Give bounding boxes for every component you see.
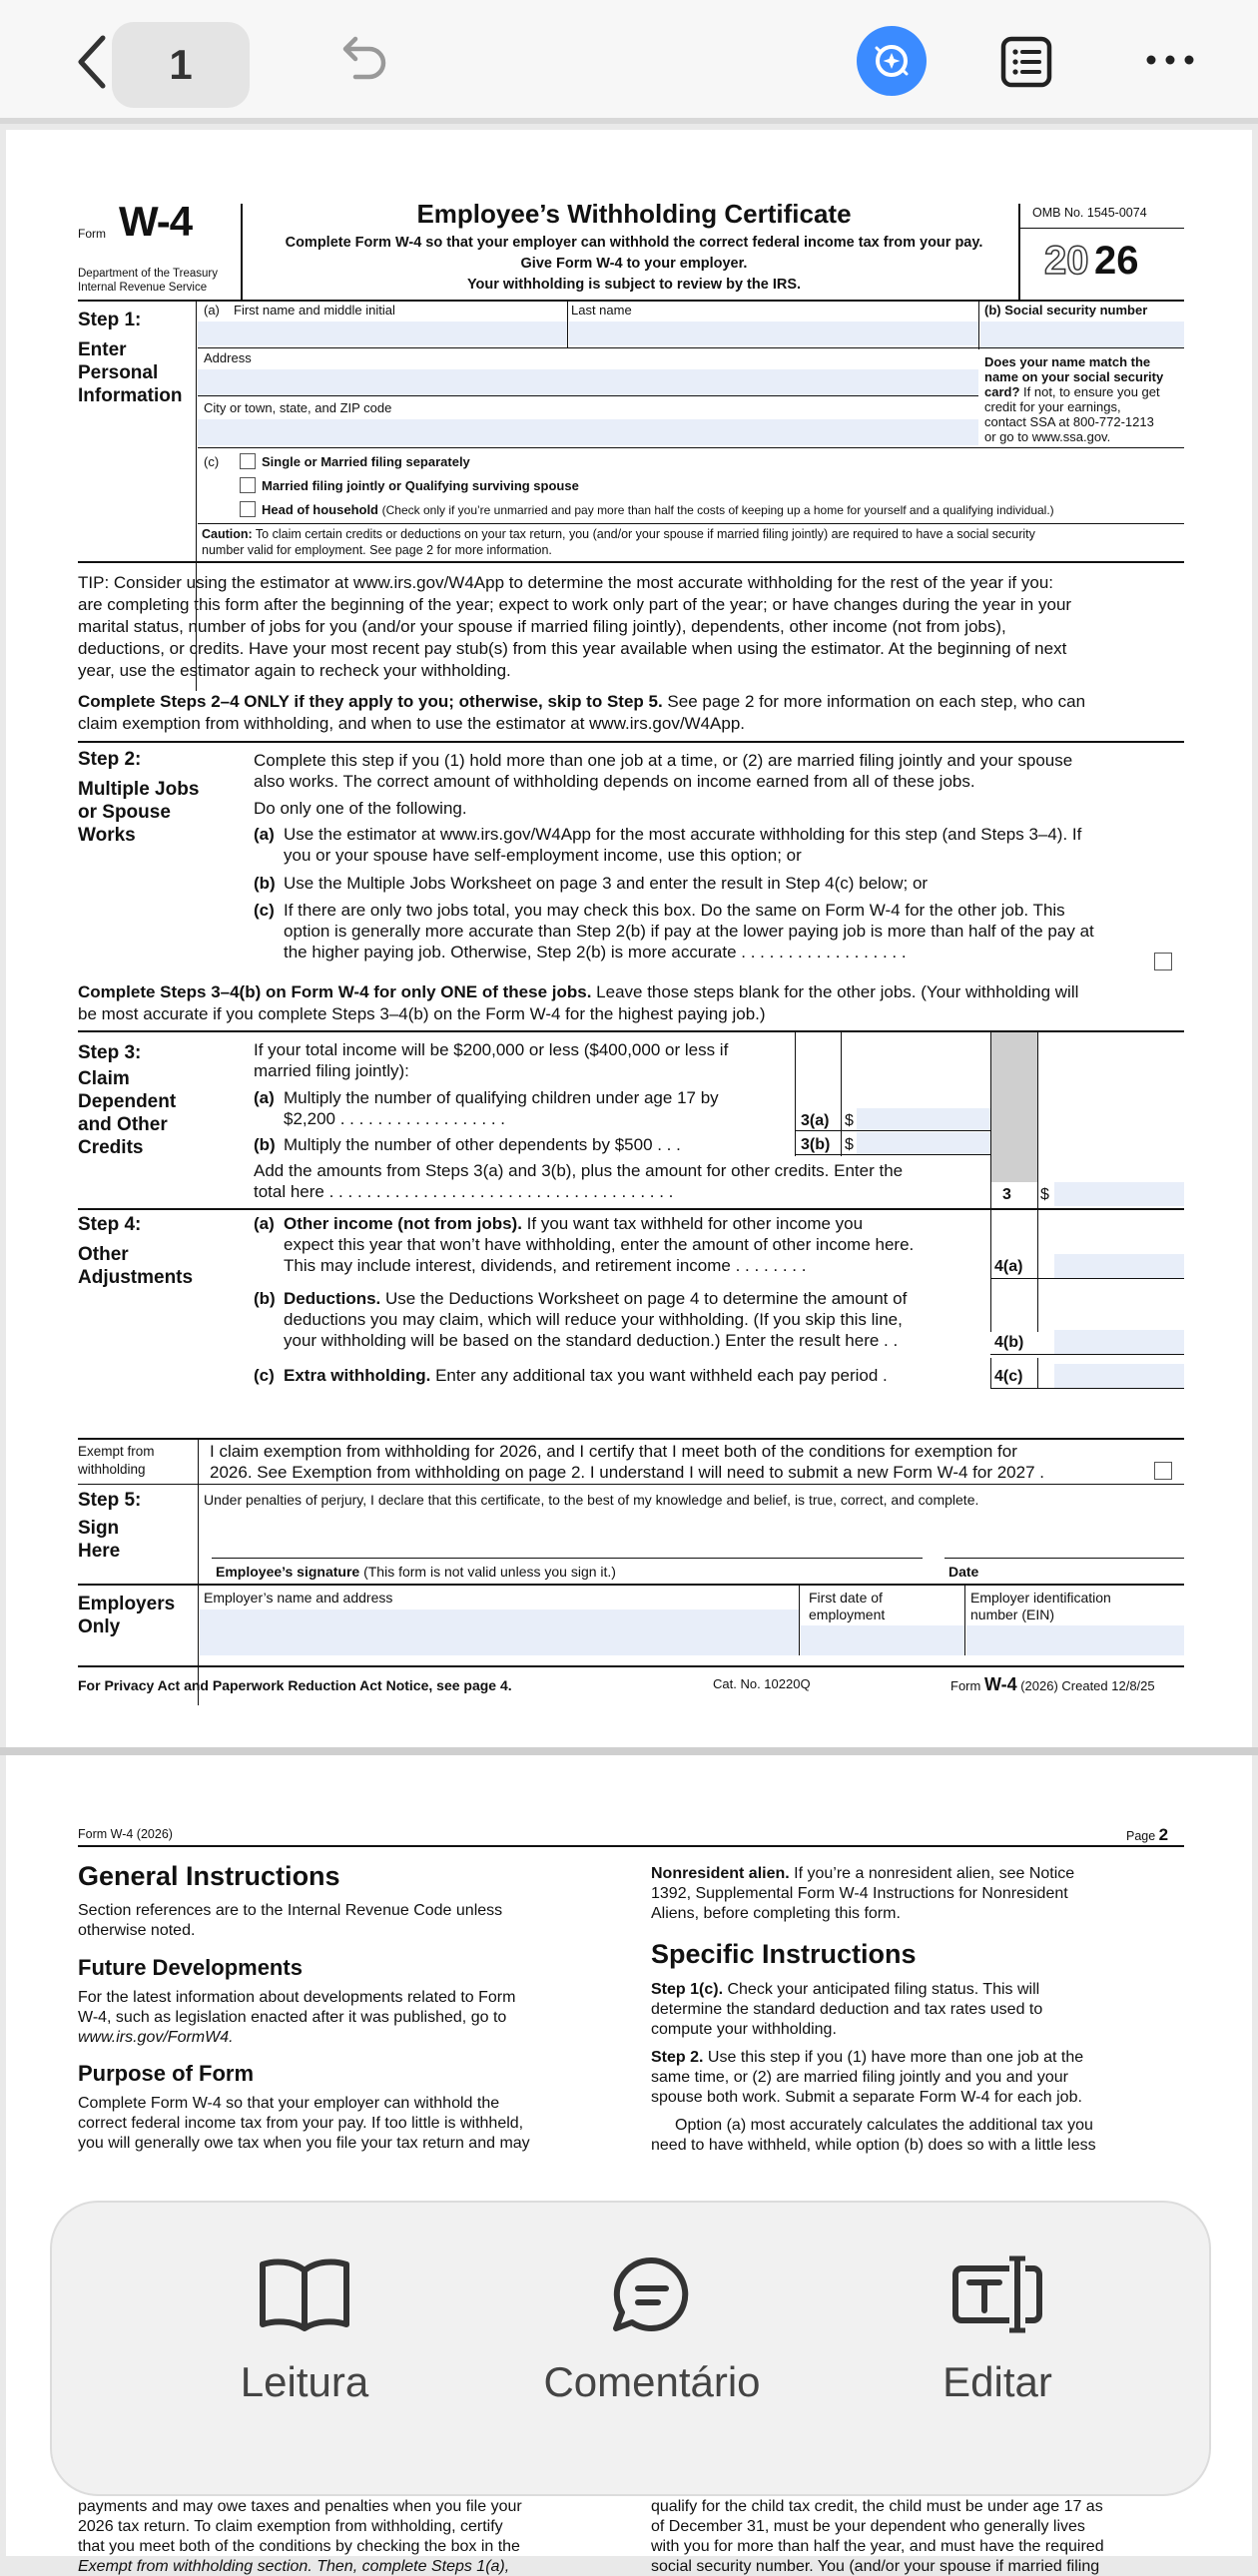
footer-form-word: Form bbox=[950, 1678, 984, 1693]
signature-label: Employee’s signature bbox=[216, 1564, 360, 1580]
form-title: Employee’s Withholding Certificate bbox=[416, 199, 852, 229]
page-number-button[interactable]: 1 bbox=[112, 22, 250, 108]
step1-sub2: Personal bbox=[78, 362, 159, 383]
exempt-text-1: I claim exemption from withholding for 2026, and I certify that I meet both of the conditions for exemption for bbox=[210, 1442, 1017, 1461]
tip-line-2: are completing this form after the beginning of the year; expect to work only part of the year; or have changes during the year in your bbox=[78, 595, 1072, 614]
form-subtitle-2: Give Form W-4 to your employer. bbox=[520, 256, 748, 272]
s2-line-4: Option (a) most accurately calculates the additional tax you bbox=[675, 2117, 1093, 2134]
step3-title: Step 3: bbox=[78, 1042, 142, 1063]
box-3b: 3(b) bbox=[801, 1136, 831, 1153]
step4-a-3: This may include interest, dividends, and retirement income . . . . . . . . bbox=[284, 1256, 807, 1275]
step1c-bold: Step 1(c). bbox=[651, 1981, 724, 1998]
pf-line-3: you will generally owe tax when you file your tax return and may bbox=[78, 2135, 530, 2152]
step3-add-1: Add the amounts from Steps 3(a) and 3(b), plus the amount for other credits. Enter the bbox=[254, 1161, 904, 1180]
amount-3a-field[interactable] bbox=[857, 1108, 990, 1130]
s2-line-3: spouse both work. Submit a separate Form W-4 for each job. bbox=[651, 2089, 1082, 2106]
s2-line-1: Use this step if you (1) have more than one job at the bbox=[703, 2049, 1084, 2066]
step4-b-1: Use the Deductions Worksheet on page 4 to determine the amount of bbox=[380, 1289, 908, 1308]
step3-b-label: (b) bbox=[254, 1135, 276, 1154]
step3-sub1: Claim bbox=[78, 1068, 130, 1089]
edit-mode-label: Editar bbox=[943, 2358, 1052, 2405]
page2-header-left: Form W-4 (2026) bbox=[78, 1827, 173, 1841]
caution-text-1: To claim certain credits or deductions on your tax return, you (and/or your spouse if married filing jointly) are required to have a social security bbox=[252, 527, 1035, 541]
bl-line-1: payments and may owe taxes and penalties when you file your bbox=[78, 2498, 522, 2515]
s2-line-2: same time, or (2) are married filing jointly and you and your bbox=[651, 2069, 1068, 2086]
ssn-match-5: contact SSA at 800-772-1213 bbox=[984, 414, 1154, 429]
fd-line-2: W-4, such as legislation enacted after it was published, go to bbox=[78, 2009, 507, 2026]
reading-mode-label: Leitura bbox=[240, 2358, 369, 2405]
irs-label: Internal Revenue Service bbox=[78, 282, 208, 294]
ssn-match-4: credit for your earnings, bbox=[984, 399, 1121, 414]
book-open-icon bbox=[253, 2254, 356, 2334]
amount-3-field[interactable] bbox=[1054, 1182, 1184, 1206]
step2-a-label: (a) bbox=[254, 825, 275, 844]
form-subtitle-3: Your withholding is subject to review by the IRS. bbox=[466, 277, 802, 293]
ssn-label: (b) Social security number bbox=[984, 303, 1148, 318]
last-name-label: Last name bbox=[571, 303, 632, 318]
step3-a-label: (a) bbox=[254, 1088, 275, 1107]
step3-a-2: $2,200 . . . . . . . . . . . . . . . . . . bbox=[284, 1109, 506, 1128]
back-arrow-icon[interactable] bbox=[66, 30, 116, 94]
form-word: Form bbox=[78, 227, 106, 241]
pf-line-2: correct federal income tax from your pay. If too little is withheld, bbox=[78, 2115, 524, 2132]
list-icon[interactable] bbox=[996, 32, 1056, 92]
more-icon[interactable] bbox=[1140, 40, 1200, 80]
footer-form-name: W-4 bbox=[983, 1674, 1017, 1694]
step1-c-label: (c) bbox=[204, 454, 220, 469]
ssn-match-3b: If not, to ensure you get bbox=[1019, 384, 1160, 399]
s1c-line-2: determine the standard deduction and tax rates used to bbox=[651, 2001, 1043, 2018]
page-separator bbox=[0, 1747, 1258, 1755]
two-jobs-checkbox[interactable] bbox=[1154, 953, 1172, 970]
first-date-label-2: employment bbox=[809, 1607, 886, 1622]
perjury-statement: Under penalties of perjury, I declare that this certificate, to the best of my knowledge and belief, is true, correct, and complete. bbox=[204, 1492, 979, 1508]
amount-4b-field[interactable] bbox=[1054, 1330, 1184, 1354]
bl-line-3: that you meet both of the conditions by checking the box in the bbox=[78, 2538, 520, 2555]
form-subtitle-1: Complete Form W-4 so that your employer can withhold the correct federal income tax from your pay. bbox=[285, 235, 983, 251]
step3-sub2: Dependent bbox=[78, 1091, 177, 1112]
step4-b-2: deductions you may claim, which will reduce your withholding. (If you skip this line, bbox=[284, 1310, 903, 1329]
step4-sub2: Adjustments bbox=[78, 1267, 194, 1288]
step2-bold: Step 2. bbox=[651, 2049, 704, 2066]
ssn-match-2: name on your social security bbox=[984, 369, 1164, 384]
step2-sub1: Multiple Jobs bbox=[78, 779, 200, 800]
step2-c-label: (c) bbox=[254, 901, 275, 920]
ssn-match-3: card? bbox=[984, 384, 1020, 399]
first-date-label-1: First date of bbox=[809, 1590, 883, 1606]
signature-field[interactable] bbox=[212, 1514, 923, 1556]
caution-label: Caution: bbox=[202, 527, 253, 541]
exempt-checkbox[interactable] bbox=[1154, 1462, 1172, 1480]
comment-icon bbox=[600, 2254, 704, 2334]
mode-bottom-sheet bbox=[50, 2201, 1211, 2496]
tip-line-3: marital status, number of jobs for you (and/or your spouse if married filing jointly), dependents, other income (not from jobs), bbox=[78, 617, 1006, 636]
step4-a-2: expect this year that won’t have withholding, enter the amount of other income here. bbox=[284, 1235, 915, 1254]
document-page-1 bbox=[6, 130, 1252, 1747]
step2-c-1: If there are only two jobs total, you may check this box. Do the same on Form W-4 for the other job. This bbox=[284, 901, 1065, 920]
complete-2-4-text: See page 2 for more information on each step, who can bbox=[662, 692, 1086, 711]
gi-line-1: Section references are to the Internal Revenue Code unless bbox=[78, 1902, 503, 1919]
step4-a-bold: Other income (not from jobs). bbox=[284, 1214, 522, 1233]
complete-3-4-line2: be most accurate if you complete Steps 3–4(b) on the Form W-4 for the highest paying job.) bbox=[78, 1004, 766, 1023]
first-date-field[interactable] bbox=[801, 1625, 964, 1655]
box-4a: 4(a) bbox=[994, 1258, 1023, 1275]
footer-form-created: (2026) Created 12/8/25 bbox=[1016, 1678, 1155, 1693]
future-developments-title: Future Developments bbox=[78, 1955, 303, 1980]
step2-title: Step 2: bbox=[78, 749, 142, 770]
city-label: City or town, state, and ZIP code bbox=[204, 400, 392, 415]
amount-4c-field[interactable] bbox=[1054, 1364, 1184, 1388]
step2-b-label: (b) bbox=[254, 874, 276, 893]
mfj-checkbox[interactable] bbox=[240, 477, 256, 493]
step4-c-label: (c) bbox=[254, 1366, 275, 1385]
step4-sub1: Other bbox=[78, 1244, 129, 1265]
complete-2-4-bold: Complete Steps 2–4 ONLY if they apply to you; otherwise, skip to Step 5. bbox=[78, 692, 663, 711]
step4-title: Step 4: bbox=[78, 1214, 142, 1235]
privacy-notice: For Privacy Act and Paperwork Reduction Act Notice, see page 4. bbox=[78, 1677, 512, 1693]
step4-b-3: your withholding will be based on the standard deduction.) Enter the result here . . bbox=[284, 1331, 899, 1350]
hoh-checkbox[interactable] bbox=[240, 501, 256, 517]
step2-c-3: the higher paying job. Otherwise, Step 2(b) is more accurate . . . . . . . . . . . . . . . . . . bbox=[284, 943, 907, 962]
top-toolbar bbox=[0, 0, 1258, 124]
address-field[interactable] bbox=[198, 369, 978, 395]
step1-sub3: Information bbox=[78, 385, 183, 406]
ein-label-1: Employer identification bbox=[970, 1590, 1111, 1606]
step1-title: Step 1: bbox=[78, 310, 142, 330]
step4-c-1: Enter any additional tax you want withheld each pay period . bbox=[430, 1366, 888, 1385]
form-name: W-4 bbox=[119, 198, 193, 245]
undo-icon[interactable] bbox=[329, 28, 393, 92]
box-3a: 3(a) bbox=[801, 1112, 830, 1129]
date-field[interactable] bbox=[944, 1514, 1184, 1556]
ssn-field[interactable] bbox=[980, 322, 1184, 347]
step2-do-only: Do only one of the following. bbox=[254, 799, 467, 818]
complete-2-4-line2: claim exemption from withholding, and when to use the estimator at www.irs.gov/W4App. bbox=[78, 714, 746, 733]
employer-name-label: Employer’s name and address bbox=[204, 1590, 393, 1606]
na-line-3: Aliens, before completing this form. bbox=[651, 1905, 901, 1922]
page2-page-number: 2 bbox=[1158, 1825, 1169, 1844]
form-year: 26 bbox=[1094, 239, 1139, 283]
caution-text-2: number valid for employment. See page 2 for more information. bbox=[202, 543, 552, 557]
br-line-2: of December 31, must be your dependent who generally lives bbox=[651, 2518, 1085, 2535]
tip-line-1: TIP: Consider using the estimator at www.irs.gov/W4App to determine the most accurate withholding for the rest of the year if you: bbox=[78, 573, 1054, 592]
step3-b-1: Multiply the number of other dependents by $500 . . . bbox=[284, 1135, 681, 1154]
exempt-label-1: Exempt from bbox=[78, 1444, 155, 1459]
edit-text-icon bbox=[945, 2254, 1049, 2334]
complete-3-4-text: Leave those steps blank for the other jobs. (Your withholding will bbox=[591, 982, 1079, 1001]
exempt-text-2: 2026. See Exemption from withholding on page 2. I understand I will need to submit a new Form W-4 for 2027 . bbox=[210, 1463, 1044, 1482]
step3-add-2: total here . . . . . . . . . . . . . . . . . . . . . . . . . . . . . . . . . . . . . bbox=[254, 1182, 674, 1201]
dollar-3a: $ bbox=[845, 1112, 854, 1129]
step4-a-1: If you want tax withheld for other income you bbox=[521, 1214, 864, 1233]
exempt-label-2: withholding bbox=[78, 1462, 146, 1477]
box-4b: 4(b) bbox=[994, 1334, 1024, 1351]
step5-sub2: Here bbox=[78, 1541, 121, 1562]
single-checkbox[interactable] bbox=[240, 453, 256, 469]
employer-name-field[interactable] bbox=[200, 1610, 799, 1655]
employers-title-2: Only bbox=[78, 1616, 121, 1637]
pf-line-1: Complete Form W-4 so that your employer can withhold the bbox=[78, 2095, 500, 2112]
hoh-note: (Check only if you’re unmarried and pay more than half the costs of keeping up a home for yourself and a qualifying individual.) bbox=[381, 503, 1054, 517]
complete-3-4-bold: Complete Steps 3–4(b) on Form W-4 for only ONE of these jobs. bbox=[78, 982, 592, 1001]
edit-mode-button[interactable] bbox=[828, 2203, 1167, 2498]
page2-page-word: Page bbox=[1126, 1829, 1159, 1843]
step3-intro-2: married filing jointly): bbox=[254, 1061, 409, 1080]
ein-label-2: number (EIN) bbox=[970, 1607, 1055, 1622]
first-name-field[interactable] bbox=[198, 322, 567, 345]
na-line-1: If you’re a nonresident alien, see Notice bbox=[789, 1865, 1075, 1882]
omb-number: OMB No. 1545-0074 bbox=[1032, 206, 1147, 220]
reading-mode-button[interactable] bbox=[135, 2203, 474, 2498]
step2-sub3: Works bbox=[78, 825, 136, 846]
first-name-label: First name and middle initial bbox=[234, 303, 395, 318]
step2-b-1: Use the Multiple Jobs Worksheet on page 3 and enter the result in Step 4(c) below; or bbox=[284, 874, 929, 893]
s1c-line-1: Check your anticipated filing status. This will bbox=[723, 1981, 1040, 1998]
gi-line-2: otherwise noted. bbox=[78, 1922, 196, 1939]
step2-intro-2: also works. The correct amount of withholding depends on income earned from all of these jobs. bbox=[254, 772, 975, 791]
step5-sub1: Sign bbox=[78, 1518, 120, 1539]
amount-4a-field[interactable] bbox=[1054, 1254, 1184, 1278]
step3-sub4: Credits bbox=[78, 1137, 144, 1158]
hoh-label: Head of household bbox=[262, 502, 378, 517]
step4-b-bold: Deductions. bbox=[284, 1289, 381, 1308]
step3-a-1: Multiply the number of qualifying children under age 17 by bbox=[284, 1088, 719, 1107]
signature-note: (This form is not valid unless you sign it.) bbox=[359, 1564, 616, 1580]
fd-line-1: For the latest information about developments related to Form bbox=[78, 1989, 516, 2006]
city-field[interactable] bbox=[198, 419, 978, 445]
nonresident-bold: Nonresident alien. bbox=[651, 1865, 790, 1882]
address-label: Address bbox=[204, 350, 252, 365]
step3-sub3: and Other bbox=[78, 1114, 168, 1135]
step4-a-label: (a) bbox=[254, 1214, 275, 1233]
dollar-3: $ bbox=[1040, 1186, 1049, 1203]
dept-treasury: Department of the Treasury bbox=[78, 268, 218, 280]
step4-b-label: (b) bbox=[254, 1289, 276, 1308]
date-label: Date bbox=[948, 1564, 979, 1580]
employers-title-1: Employers bbox=[78, 1594, 176, 1614]
step1-sub1: Enter bbox=[78, 339, 127, 360]
ein-field[interactable] bbox=[966, 1625, 1184, 1655]
step2-sub2: or Spouse bbox=[78, 802, 171, 823]
s1c-line-3: compute your withholding. bbox=[651, 2021, 837, 2038]
cat-number: Cat. No. 10220Q bbox=[713, 1676, 811, 1691]
purpose-of-form-title: Purpose of Form bbox=[78, 2061, 255, 2086]
ai-assistant-icon[interactable] bbox=[857, 26, 927, 96]
dollar-3b: $ bbox=[845, 1136, 854, 1153]
line-3-label: 3 bbox=[1002, 1186, 1011, 1203]
tip-line-5: year, use the estimator again to recheck your withholding. bbox=[78, 661, 511, 680]
step4-c-bold: Extra withholding. bbox=[284, 1366, 431, 1385]
last-name-field[interactable] bbox=[569, 322, 978, 345]
s2-line-5: need to have withheld, while option (b) does so with a little less bbox=[651, 2137, 1096, 2154]
form-year-outline: 20 bbox=[1044, 239, 1089, 283]
comment-mode-label: Comentário bbox=[543, 2358, 761, 2405]
br-line-4: social security number. You (and/or your spouse if married filing bbox=[651, 2558, 1100, 2575]
ssn-match-1: Does your name match the bbox=[984, 354, 1151, 369]
mfj-label: Married filing jointly or Qualifying surviving spouse bbox=[262, 478, 579, 493]
tip-line-4: deductions, or credits. Have your most recent pay stub(s) from this year available when using the estimator. At the beginning of next bbox=[78, 639, 1067, 658]
step2-a-1: Use the estimator at www.irs.gov/W4App for the most accurate withholding for this step (and Steps 3–4). If bbox=[284, 825, 1082, 844]
step2-intro-1: Complete this step if you (1) hold more than one job at a time, or (2) are married filing jointly and your spouse bbox=[254, 751, 1073, 770]
na-line-2: 1392, Supplemental Form W-4 Instructions for Nonresident bbox=[651, 1885, 1068, 1902]
bl-line-2: 2026 tax return. To claim exemption from withholding, certify bbox=[78, 2518, 503, 2535]
step5-title: Step 5: bbox=[78, 1490, 142, 1511]
step2-c-2: option is generally more accurate than Step 2(b) if pay at the lower paying job is more than half of the pay at bbox=[284, 922, 1094, 941]
single-label: Single or Married filing separately bbox=[262, 454, 470, 469]
step3-intro-1: If your total income will be $200,000 or less ($400,000 or less if bbox=[254, 1040, 729, 1059]
fd-line-3: www.irs.gov/FormW4. bbox=[78, 2029, 234, 2046]
step2-a-2: you or your spouse have self-employment income, use this option; or bbox=[284, 846, 802, 865]
specific-instructions-title: Specific Instructions bbox=[651, 1939, 917, 1969]
ssn-match-6: or go to www.ssa.gov. bbox=[984, 429, 1111, 444]
comment-mode-button[interactable] bbox=[482, 2203, 822, 2498]
bl-line-4: Exempt from withholding section. Then, complete Steps 1(a), bbox=[78, 2558, 510, 2575]
amount-3b-field[interactable] bbox=[857, 1132, 990, 1154]
br-line-1: qualify for the child tax credit, the child must be under age 17 as bbox=[651, 2498, 1103, 2515]
step1-a-label: (a) bbox=[204, 303, 220, 318]
br-line-3: with you for more than half the year, and must have the required bbox=[651, 2538, 1104, 2555]
box-4c: 4(c) bbox=[994, 1368, 1023, 1385]
general-instructions-title: General Instructions bbox=[78, 1861, 340, 1891]
